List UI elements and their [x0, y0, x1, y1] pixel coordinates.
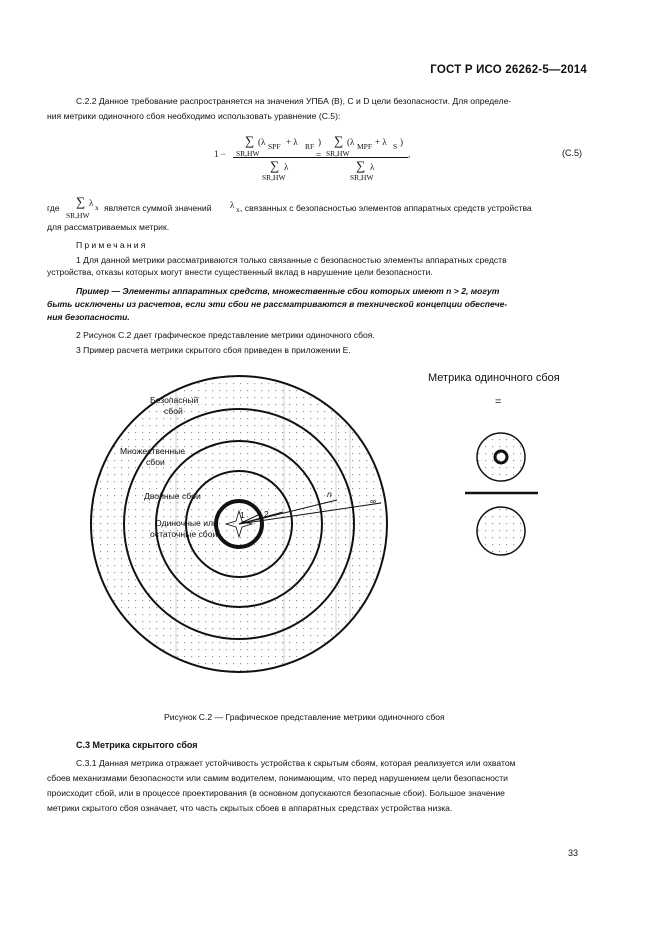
- formula-sum-range: SR,HW: [326, 149, 350, 158]
- metric-title: Метрика одиночного сбоя: [428, 372, 560, 384]
- section-c3-line2: сбоев механизмами безопасности или самим водителем, понимающим, что перед нарушением цели безопасности: [47, 773, 508, 783]
- example-line2: быть исключены из расчетов, если эти сбои не рассматриваются в технической концепции обеспече-: [47, 299, 508, 309]
- example-line3: ния безопасности.: [47, 312, 130, 322]
- metric-numerator-circle: [477, 433, 525, 481]
- where-subscript: x: [95, 203, 99, 212]
- ray-label-1: 1: [240, 510, 245, 520]
- label-multiple-faults-2: сбои: [146, 457, 165, 467]
- document-header: ГОСТ Р ИСО 26262-5—2014: [430, 64, 587, 76]
- formula-sum-range: SR,HW: [236, 149, 260, 158]
- label-single-faults-1: Одиночные или: [155, 518, 218, 528]
- metric-denominator-circle: [477, 507, 525, 555]
- label-safe-fault-2: сбой: [164, 406, 183, 416]
- where-subscript: x: [236, 205, 240, 214]
- formula-subscript: S: [393, 142, 398, 151]
- formula-sum-symbol: ∑: [356, 158, 366, 173]
- formula-sum-symbol: ∑: [270, 158, 280, 173]
- where-lambda: λ: [230, 200, 235, 210]
- section-c3-line3: происходит сбой, или в процессе проектирования (в основном допускаются безопасные сбои). Большое значение: [47, 788, 505, 798]
- notes-title: Примечания: [76, 240, 148, 250]
- note-3: 3 Пример расчета метрики скрытого сбоя приведен в приложении Е.: [76, 345, 351, 355]
- formula-term: + λ: [286, 137, 298, 147]
- formula-sum-symbol: ∑: [245, 133, 255, 148]
- where-sum-symbol: ∑: [76, 194, 86, 209]
- formula-comma: ,: [408, 149, 411, 159]
- formula-subscript: SPF: [268, 142, 281, 151]
- note-2: 2 Рисунок С.2 дает графическое представление метрики одиночного сбоя.: [76, 330, 375, 340]
- single-fault-metric-diagram: [0, 360, 661, 705]
- section-c3-line4: метрики скрытого сбоя означает, что часть скрытых сбоев в аппаратных средствах устройства низка.: [47, 803, 453, 813]
- formula-term: ): [400, 137, 403, 147]
- formula-one-minus: 1 −: [214, 149, 226, 159]
- formula-term: (λ: [347, 137, 355, 147]
- label-dual-faults: Двойные сбои: [144, 491, 201, 501]
- formula-term: ): [318, 137, 321, 147]
- where-sum-range: SR,HW: [66, 211, 90, 220]
- ray-label-infinity: ∞: [370, 496, 377, 506]
- where-lambda: λ: [89, 198, 94, 208]
- where-word: где: [47, 203, 60, 213]
- where-text-2: , связанных с безопасностью элементов аппаратных средств устройства: [240, 203, 532, 213]
- label-multiple-faults-1: Множественные: [120, 446, 186, 456]
- paragraph-c22-line2: ния метрики одиночного сбоя необходимо использовать уравнение (С.5):: [47, 111, 341, 121]
- where-text-1: является суммой значений: [104, 203, 212, 213]
- formula-term: (λ: [258, 137, 266, 147]
- formula-subscript: MPF: [357, 142, 373, 151]
- example-line1: Пример — Элементы аппаратных средств, множественные сбои которых имеют n > 2, могут: [76, 286, 500, 296]
- ray-label-n: n: [327, 489, 332, 499]
- page-number: 33: [568, 848, 579, 858]
- formula-sum-range: SR,HW: [350, 173, 374, 182]
- figure-caption: Рисунок С.2 — Графическое представление метрики одиночного сбоя: [164, 712, 445, 722]
- label-single-faults-2: остаточные сбои: [150, 529, 218, 539]
- formula-term: λ: [284, 162, 289, 172]
- section-c3-line1: С.3.1 Данная метрика отражает устойчивость устройства к скрытым сбоям, которая реализуется или охватом: [76, 758, 516, 768]
- section-c3-title: С.3 Метрика скрытого сбоя: [76, 740, 198, 750]
- formula-sum-range: SR,HW: [262, 173, 286, 182]
- formula-term: + λ: [375, 137, 387, 147]
- label-safe-fault-1: Безопасный: [150, 395, 199, 405]
- where-line2: для рассматриваемых метрик.: [47, 222, 170, 232]
- note-1-line2: устройства, отказы которых могут внести существенный вклад в нарушение цели безопасности.: [47, 267, 433, 277]
- metric-equals: =: [495, 396, 502, 408]
- note-1-line1: 1 Для данной метрики рассматриваются только связанные с безопасностью элементы аппаратных средств: [76, 255, 507, 265]
- formula-sum-symbol: ∑: [334, 133, 344, 148]
- ray-label-2: 2: [264, 509, 269, 519]
- fraction-bar: [324, 157, 408, 158]
- formula-c5: [0, 0, 661, 200]
- formula-term: λ: [370, 162, 375, 172]
- paragraph-c22-line1: С.2.2 Данное требование распространяется на значения УПБА (B), C и D цели безопасности. Для определе-: [76, 96, 512, 106]
- formula-subscript: RF: [305, 142, 315, 151]
- equation-number: (С.5): [562, 148, 582, 158]
- formula-equals: =: [316, 150, 322, 160]
